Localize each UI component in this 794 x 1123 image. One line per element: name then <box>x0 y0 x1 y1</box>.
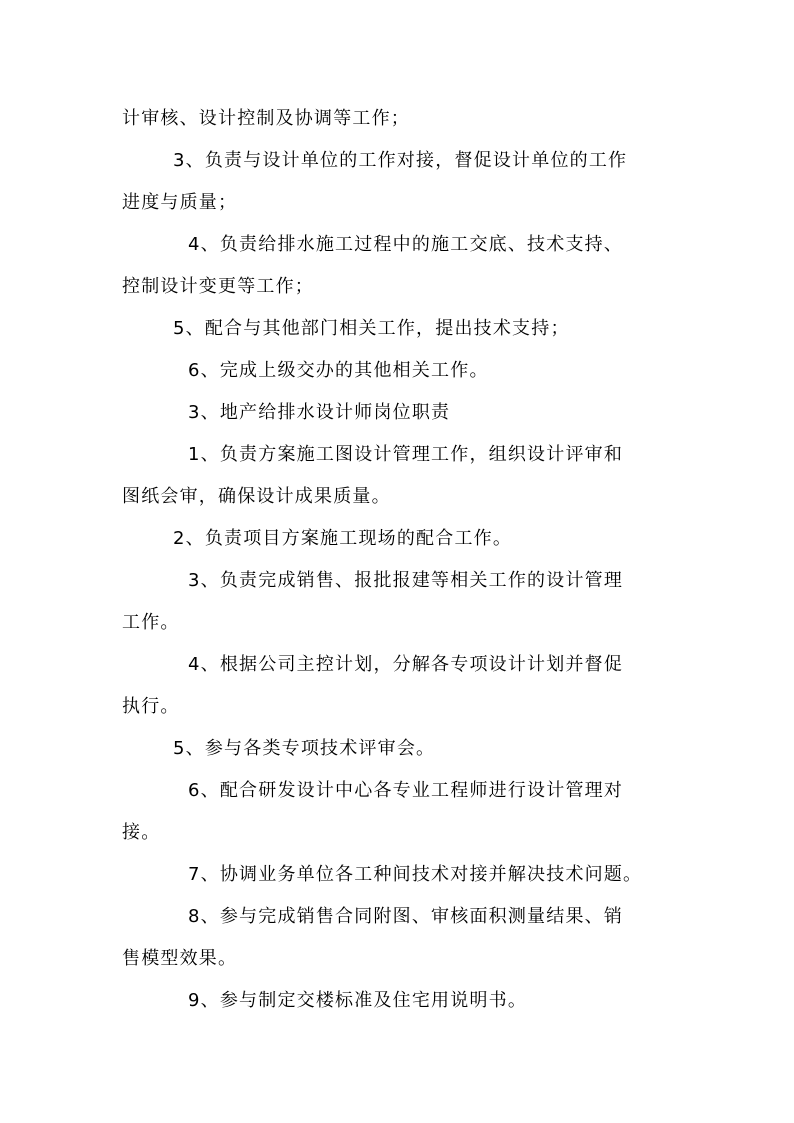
section-heading: 3、地产给排水设计师岗位职责 <box>188 402 451 423</box>
list-item: 3、负责与设计单位的工作对接，督促设计单位的工作 <box>173 150 628 171</box>
list-item: 2、负责项目方案施工现场的配合工作。 <box>173 528 513 549</box>
text-line: 控制设计变更等工作； <box>122 276 314 297</box>
list-item: 1、负责方案施工图设计管理工作，组织设计评审和 <box>188 444 624 465</box>
list-item: 6、完成上级交办的其他相关工作。 <box>188 360 489 381</box>
text-line: 计审核、设计控制及协调等工作； <box>122 108 410 129</box>
list-item: 6、配合研发设计中心各专业工程师进行设计管理对 <box>188 780 624 801</box>
text-line: 工作。 <box>122 612 180 633</box>
text-line: 执行。 <box>122 696 180 717</box>
text-line: 售模型效果。 <box>122 948 238 969</box>
list-item: 8、参与完成销售合同附图、审核面积测量结果、销 <box>188 906 624 927</box>
list-item: 4、负责给排水施工过程中的施工交底、技术支持、 <box>188 234 624 255</box>
text-line: 图纸会审，确保设计成果质量。 <box>122 486 391 507</box>
list-item: 4、根据公司主控计划，分解各专项设计计划并督促 <box>188 654 624 675</box>
text-line: 接。 <box>122 822 161 843</box>
list-item: 5、配合与其他部门相关工作，提出技术支持； <box>173 318 570 339</box>
list-item: 3、负责完成销售、报批报建等相关工作的设计管理 <box>188 570 624 591</box>
list-item: 5、参与各类专项技术评审会。 <box>173 738 436 759</box>
text-line: 进度与质量； <box>122 192 238 213</box>
list-item: 7、协调业务单位各工种间技术对接并解决技术问题。 <box>188 864 643 885</box>
list-item: 9、参与制定交楼标准及住宅用说明书。 <box>188 990 528 1011</box>
